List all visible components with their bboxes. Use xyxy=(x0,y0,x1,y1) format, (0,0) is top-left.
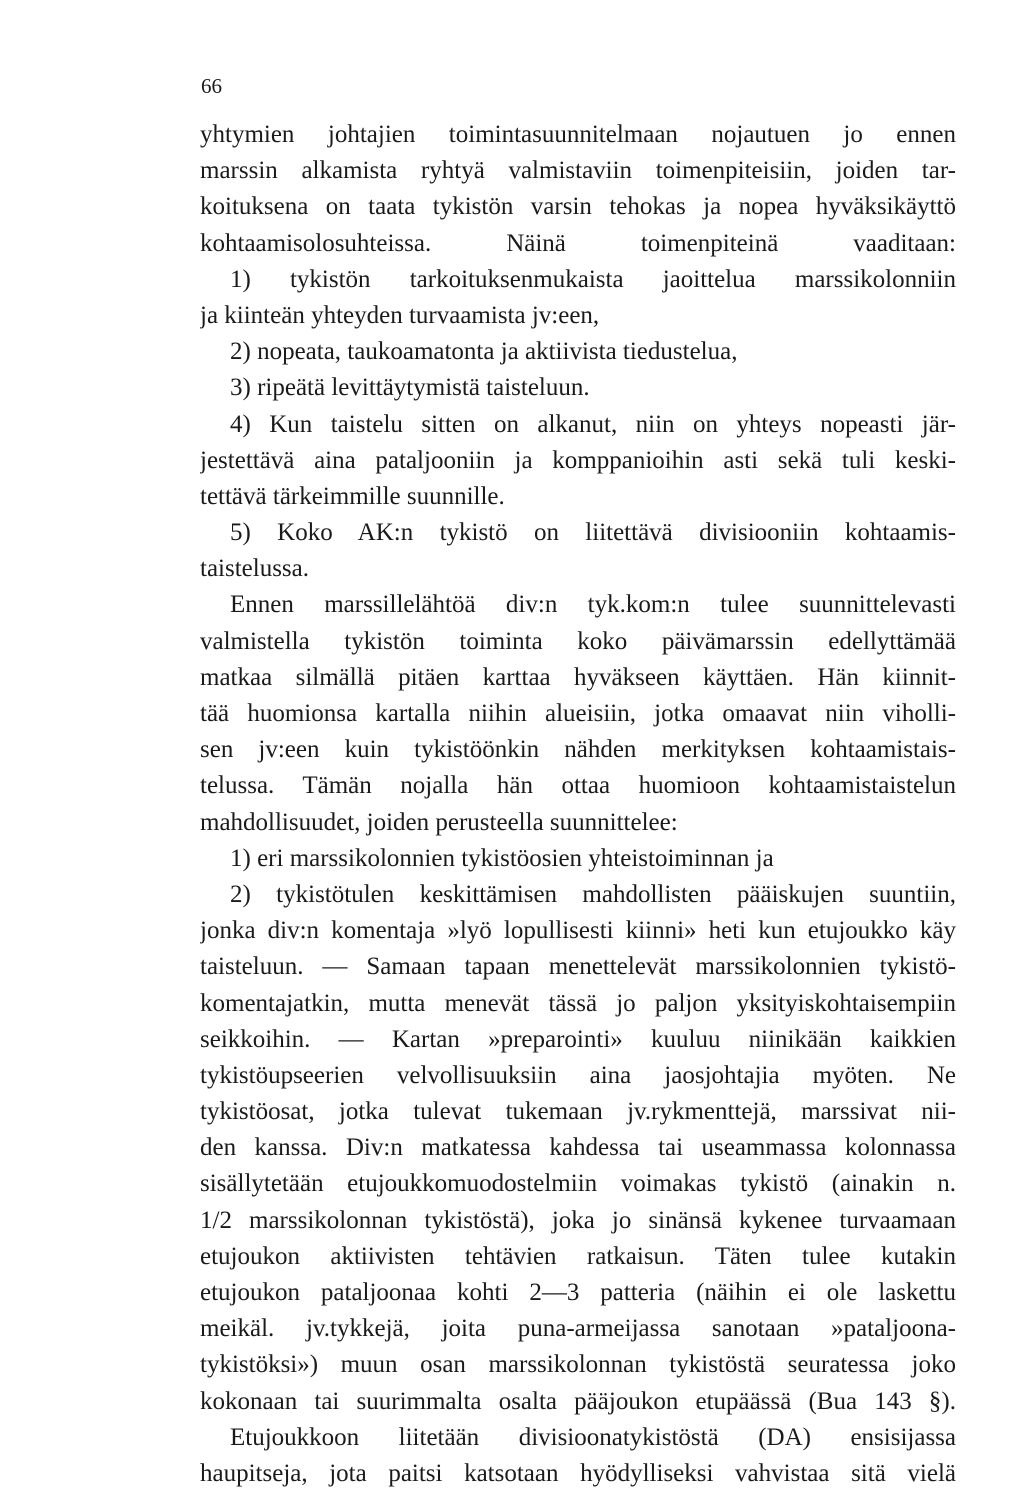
text-line: 3) ripeätä levittäytymistä taisteluun. xyxy=(230,374,590,402)
text-line: tykistöupseerien velvollisuuksiin aina jaosjohtajia myöten. Ne xyxy=(200,1061,956,1089)
text-line: ja kiinteän yhteyden turvaamista jv:een, xyxy=(200,301,600,329)
text-line: 2) tykistötulen keskittämisen mahdollisten pääiskujen suuntiin, xyxy=(230,880,956,908)
text-line: meikäl. jv.tykkejä, joita puna-armeijassa sanotaan »pataljoona- xyxy=(200,1315,956,1343)
text-line: telussa. Tämän nojalla hän ottaa huomioon kohtaamistaistelun xyxy=(200,772,956,800)
text-line: valmistella tykistön toiminta koko päivämarssin edellyttämää xyxy=(200,627,956,655)
text-line: tää huomionsa kartalla niihin alueisiin, jotka omaavat niin viholli- xyxy=(200,700,956,727)
text-line: yhtymien johtajien toimintasuunnitelmaan nojautuen jo ennen xyxy=(200,121,956,148)
text-line: taisteluun. — Samaan tapaan menettelevät marssikolonnien tykistö- xyxy=(200,953,956,981)
page-number: 66 xyxy=(201,74,222,98)
text-line: 2) nopeata, taukoamatonta ja aktiivista tiedustelua, xyxy=(230,338,738,366)
text-line: 1/2 marssikolonnan tykistöstä), joka jo sinänsä kykenee turvaamaan xyxy=(200,1206,956,1234)
text-line: tykistöksi») muun osan marssikolonnan tykistöstä seuratessa joko xyxy=(200,1351,956,1379)
text-line: marssin alkamista ryhtyä valmistaviin toimenpiteisiin, joiden tar- xyxy=(200,157,956,185)
text-line: etujoukon pataljoonaa kohti 2—3 patteria (näihin ei ole laskettu xyxy=(200,1279,956,1306)
text-line: den kanssa. Div:n matkatessa kahdessa tai useammassa kolonnassa xyxy=(200,1134,956,1162)
text-line: jonka div:n komentaja »lyö lopullisesti kiinni» heti kun etujoukko käy xyxy=(200,917,956,945)
text-line: haupitseja, jota paitsi katsotaan hyödylliseksi vahvistaa sitä vielä xyxy=(200,1459,956,1487)
text-line: taistelussa. xyxy=(200,555,310,583)
text-line: seikkoihin. — Kartan »preparointi» kuuluu niinikään kaikkien xyxy=(200,1025,956,1053)
text-line: Etujoukkoon liitetään divisioonatykistöstä (DA) ensisijassa xyxy=(230,1423,956,1451)
text-line: 1) tykistön tarkoituksenmukaista jaoittelua marssikolonniin xyxy=(230,265,956,293)
text-line: etujoukon aktiivisten tehtävien ratkaisun. Täten tulee kutakin xyxy=(200,1242,956,1270)
body-text xyxy=(200,117,956,1492)
text-line: mahdollisuudet, joiden perusteella suunnittelee: xyxy=(200,808,678,836)
text-line: komentajatkin, mutta menevät tässä jo paljon yksityiskohtaisempiin xyxy=(200,989,956,1017)
text-line: kokonaan tai suurimmalta osalta pääjoukon etupäässä (Bua 143 §). xyxy=(200,1387,956,1415)
text-line: Ennen marssillelähtöä div:n tyk.kom:n tulee suunnittelevasti xyxy=(230,591,956,619)
text-line: kohtaamisolosuhteissa. Näinä toimenpiteinä vaaditaan: xyxy=(200,229,956,257)
text-line: 5) Koko AK:n tykistö on liitettävä divisiooniin kohtaamis- xyxy=(230,519,956,547)
text-line: tykistöosat, jotka tulevat tukemaan jv.rykmenttejä, marssivat nii- xyxy=(200,1098,956,1126)
text-line: jestettävä aina pataljooniin ja komppanioihin asti sekä tuli keski- xyxy=(200,446,956,474)
text-line: tettävä tärkeimmille suunnille. xyxy=(200,482,505,510)
text-line: 4) Kun taistelu sitten on alkanut, niin on yhteys nopeasti jär- xyxy=(230,410,956,438)
text-line: koituksena on taata tykistön varsin tehokas ja nopea hyväksikäyttö xyxy=(200,193,956,221)
text-line: 1) eri marssikolonnien tykistöosien yhteistoiminnan ja xyxy=(230,844,774,872)
text-line: sen jv:een kuin tykistöönkin nähden merkityksen kohtaamistais- xyxy=(200,736,956,764)
text-line: matkaa silmällä pitäen karttaa hyväkseen käyttäen. Hän kiinnit- xyxy=(200,663,956,691)
text-line: sisällytetään etujoukkomuodostelmiin voimakas tykistö (ainakin n. xyxy=(200,1170,956,1198)
